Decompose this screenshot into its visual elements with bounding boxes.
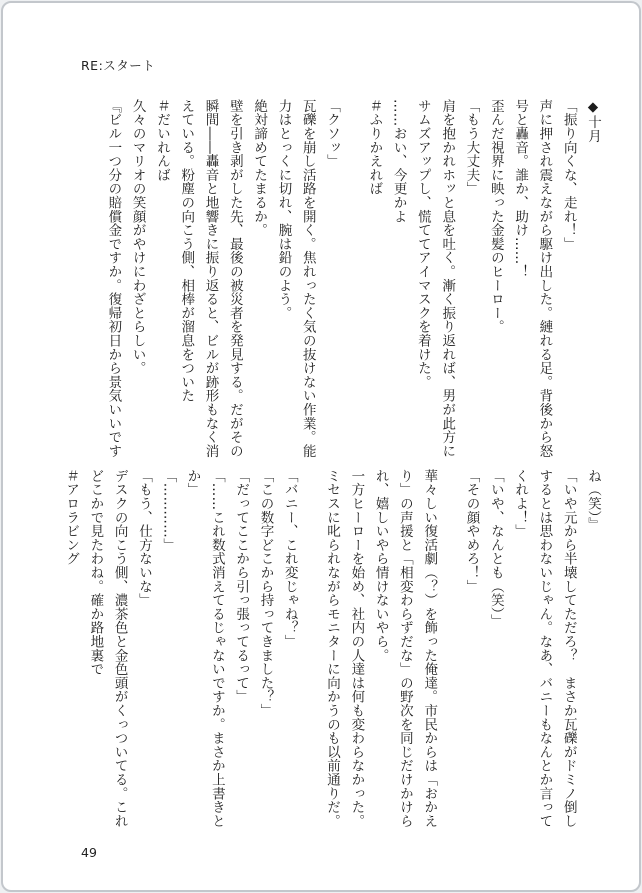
narrative-line: 声に押され震えながら駆け出した。縺れる足。背後から怒号と轟音。誰か、助け……！ — [512, 99, 553, 458]
hashtag-line: ＃アロラビング — [63, 469, 80, 566]
dialogue-line: 「クソッ」 — [324, 99, 341, 168]
dialogue-line: 「もう大丈夫」 — [463, 99, 480, 196]
page-number: 49 — [81, 845, 97, 860]
narrative-line: 絶対諦めてたまるか。 — [251, 99, 268, 237]
narrative-line: 壁を引き剥がした先、最後の被災者を発見する。だがその瞬間――轟音と地響きに振り返ると、ビルが跡形もなく消えている。粉塵の向こう側、相棒が溜息をついた — [178, 99, 243, 458]
bottom-text-section — [59, 469, 605, 829]
document-page — [1, 1, 641, 892]
top-text-section — [101, 99, 605, 459]
narrative-line: 肩を抱かれホッと息を吐く。漸く振り返れば、男が此方にサムズアップし、慌ててアイマスクを着けた。 — [414, 99, 456, 458]
section-heading: ◆十月 — [585, 99, 601, 143]
dialogue-line: 「だってここから引っ張ってるって」 — [233, 469, 250, 704]
narrative-line: 一方ヒーローを始め、社内の人達は何も変わらなかった。ミセスに叱られながらモニターに向かうのも以前通りだ。 — [324, 469, 365, 828]
quote-continuation-line: ね（笑）』 — [585, 469, 601, 532]
narrative-line: 久々のマリオの笑顔がやけにわざとらしい。 — [129, 99, 146, 375]
dialogue-line: 「…………」 — [160, 469, 177, 552]
narrative-line: 華々しい復活劇（？）を飾った俺達。市民からは「おかえり」の声援と「相変わらずだな」の野次を同じだけかけられ、嬉しいやら情けないやら。 — [372, 469, 438, 828]
hashtag-line: ＃だいれんば — [153, 99, 170, 182]
hashtag-line: ＃ふりかえれば — [366, 99, 383, 196]
quote-line: 『ビル一つ分の賠償金ですか。復帰初日から景気いいです — [105, 99, 122, 458]
dialogue-line: 「振り向くな、走れ！」 — [560, 99, 577, 251]
narrative-line: 瓦礫を崩し活路を開く。焦れったく気の抜けない作業。能力はとっくに切れ、腕は鉛のよう。 — [275, 99, 316, 458]
dialogue-line: 「バニー、これ変じゃね？」 — [281, 469, 298, 649]
dialogue-line: 「いや、なんとも（笑）」 — [487, 469, 504, 628]
running-header: RE:スタート — [81, 58, 156, 73]
narrative-line: 歪んだ視界に映った金髪のヒーロー。 — [487, 99, 504, 334]
dialogue-line: 「……これ数式消えてるじゃないですか。まさか上書きとか」 — [184, 469, 225, 828]
dialogue-line: 「いや元から半壊してただろ？ まさか瓦礫がドミノ倒しするとは思わないじゃん。なあ、バニーもなんとか言ってくれよ！」 — [512, 469, 577, 828]
narrative-line: デスクの向こう側、濃茶色と金色頭がくっついてる。これどこかで見たわね。確か路地裏で — [87, 469, 128, 828]
dialogue-line: 「その顔やめろ！」 — [463, 469, 480, 594]
dialogue-line: 「もう、仕方ないな」 — [135, 469, 152, 607]
dialogue-line: 「この数字どこから持ってきました？」 — [257, 469, 274, 718]
narrative-line: ……おい、今更かよ — [390, 99, 407, 224]
